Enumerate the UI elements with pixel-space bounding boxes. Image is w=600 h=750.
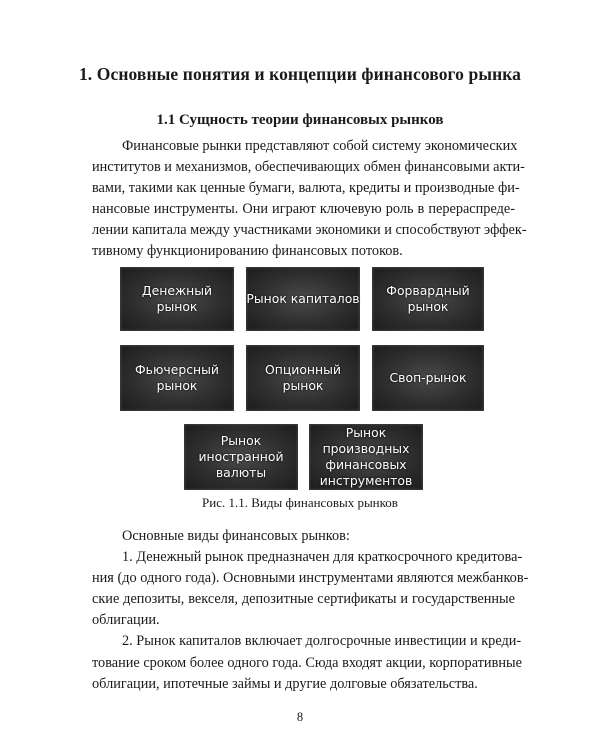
- text-line: тование сроком более одного года. Сюда входят акции, корпоративные: [92, 654, 522, 671]
- text-line: облигации, ипотечные займы и другие долговые обязательства.: [92, 675, 478, 692]
- text-line: 2. Рынок капиталов включает долгосрочные инвестиции и креди-: [122, 633, 522, 650]
- text-line: нансовые инструменты. Они играют ключевую роль в перераспреде-: [92, 201, 515, 218]
- derivatives-market-box: Рынок производных финансовых инструментов: [309, 424, 423, 490]
- capital-market-box: Рынок капиталов: [246, 267, 360, 331]
- section-heading: 1.1 Сущность теории финансовых рынков: [156, 112, 444, 128]
- chapter-heading: 1. Основные понятия и концепции финансового рынка: [78, 64, 522, 84]
- page-number: 8: [296, 710, 304, 724]
- swap-market-box: Своп-рынок: [372, 345, 484, 411]
- intro-paragraph: [92, 136, 527, 263]
- text-line: Финансовые рынки представляют собой систему экономических: [122, 138, 518, 154]
- text-line: лении капитала между участниками экономики и способствуют эффек-: [92, 222, 527, 239]
- text-line: вами, такими как ценные бумаги, валюта, кредиты и производные фи-: [92, 180, 520, 197]
- futures-market-box: Фьючерсный рынок: [120, 345, 234, 411]
- body-paragraphs: [92, 526, 529, 695]
- money-market-box: Денежный рынок: [120, 267, 234, 331]
- text-line: 1. Денежный рынок предназначен для краткосрочного кредитова-: [122, 549, 523, 566]
- forward-market-box: Форвардный рынок: [372, 267, 484, 331]
- text-line: тивному функционированию финансовых потоков.: [92, 243, 403, 260]
- text-line: облигации.: [92, 612, 160, 629]
- foreign-exchange-market-box: Рынок иностранной валюты: [184, 424, 298, 490]
- options-market-box: Опционный рынок: [246, 345, 360, 411]
- text-line: Основные виды финансовых рынков:: [122, 528, 350, 544]
- text-line: ские депозиты, векселя, депозитные сертификаты и государственные: [92, 591, 515, 608]
- figure-caption: Рис. 1.1. Виды финансовых рынков: [202, 495, 398, 510]
- text-line: институтов и механизмов, обеспечивающих обмен финансовыми акти-: [92, 159, 525, 176]
- text-line: ния (до одного года). Основными инструментами являются межбанков-: [92, 570, 529, 587]
